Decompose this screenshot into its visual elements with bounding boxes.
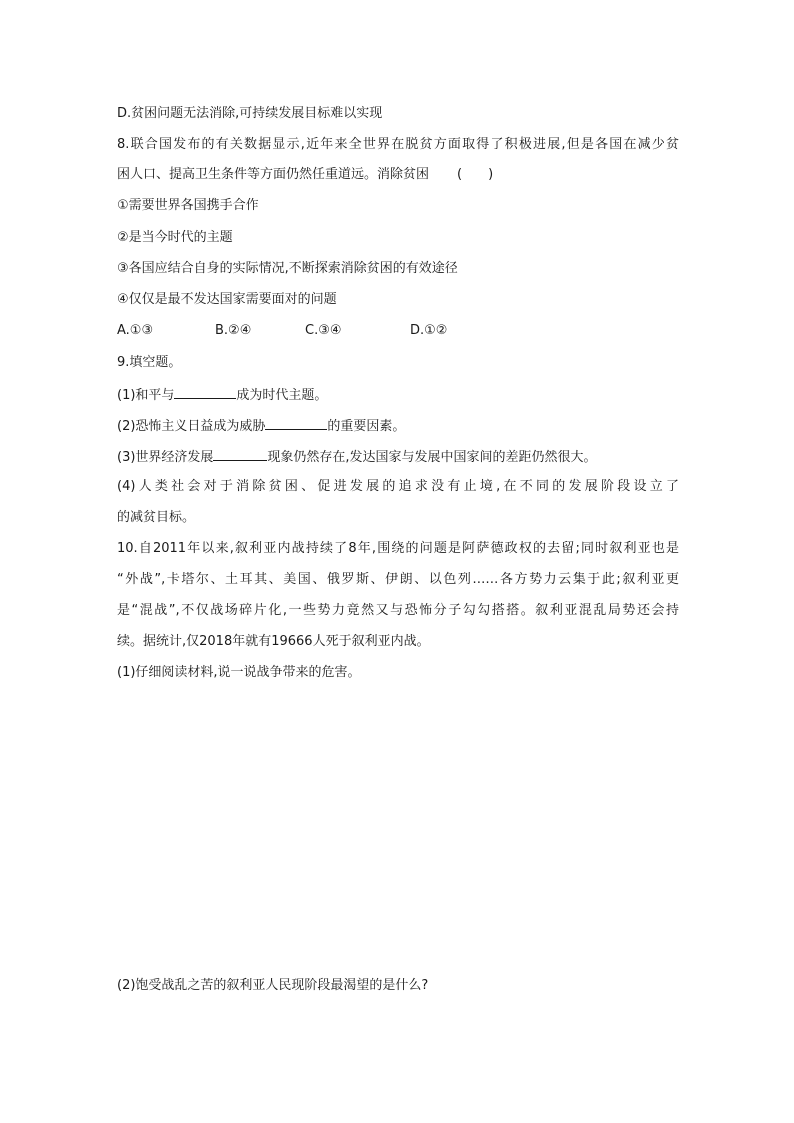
q8-statement-3: ③各国应结合自身的实际情况,不断探索消除贫困的有效途径 — [117, 261, 458, 276]
q9-item-2 — [117, 415, 405, 435]
q8-stem-line-2 — [117, 165, 493, 185]
q10-para-line-1: 10.自2011年以来,叙利亚内战持续了8年,围绕的问题是阿萨德政权的去留;同时叙利亚也是 — [117, 541, 679, 556]
q8-options — [117, 321, 679, 341]
q9-item-4-line-1: (4)人类社会对于消除贫困、促进发展的追求没有止境,在不同的发展阶段设立了 — [117, 479, 679, 494]
worksheet-page — [117, 0, 679, 1123]
q8-option-a: A.①③ — [117, 323, 154, 338]
q8-option-c: C.③④ — [305, 323, 342, 338]
q9-item-2-suffix: 的重要因素。 — [327, 419, 406, 434]
q9-item-2-blank[interactable] — [265, 415, 327, 430]
q10-para-line-3: 是“混战”,不仅战场碎片化,一些势力竟然又与恐怖分子勾勾搭搭。叙利亚混乱局势还会持 — [117, 603, 679, 618]
q9-item-3-blank[interactable] — [213, 446, 267, 461]
q9-item-4-line-2: 的减贫目标。 — [117, 510, 196, 525]
q9-item-1-blank[interactable] — [174, 384, 236, 399]
q10-para-line-2: “外战”,卡塔尔、土耳其、美国、俄罗斯、伊朗、以色列……各方势力云集于此;叙利亚更 — [117, 572, 679, 587]
q9-item-3 — [117, 446, 597, 466]
q10-sub-question-1: (1)仔细阅读材料,说一说战争带来的危害。 — [117, 665, 361, 680]
q8-statement-1: ①需要世界各国携手合作 — [117, 198, 259, 213]
q8-option-b: B.②④ — [215, 323, 252, 338]
q9-item-1 — [117, 384, 327, 404]
q8-stem-text: 困人口、提高卫生条件等方面仍然任重道远。消除贫困 — [117, 167, 430, 182]
q8-answer-paren: ( ) — [457, 167, 494, 182]
q10-para-line-4: 续。据统计,仅2018年就有19666人死于叙利亚内战。 — [117, 634, 430, 649]
q9-item-1-prefix: (1)和平与 — [117, 388, 175, 403]
q10-sub-question-2: (2)饱受战乱之苦的叙利亚人民现阶段最渴望的是什么? — [117, 978, 429, 993]
q8-option-d: D.①② — [410, 323, 448, 338]
q8-statement-4: ④仅仅是最不发达国家需要面对的问题 — [117, 292, 337, 307]
q8-statement-2: ②是当今时代的主题 — [117, 230, 233, 245]
q7-option-d: D.贫困问题无法消除,可持续发展目标难以实现 — [117, 106, 383, 121]
q9-item-3-suffix: 现象仍然存在,发达国家与发展中国家间的差距仍然很大。 — [267, 450, 597, 465]
q9-item-1-suffix: 成为时代主题。 — [236, 388, 328, 403]
q8-stem-line-1: 8.联合国发布的有关数据显示,近年来全世界在脱贫方面取得了积极进展,但是各国在减少贫 — [117, 137, 679, 152]
q9-item-3-prefix: (3)世界经济发展 — [117, 450, 214, 465]
q9-title: 9.填空题。 — [117, 355, 182, 370]
q9-item-2-prefix: (2)恐怖主义日益成为威胁 — [117, 419, 266, 434]
